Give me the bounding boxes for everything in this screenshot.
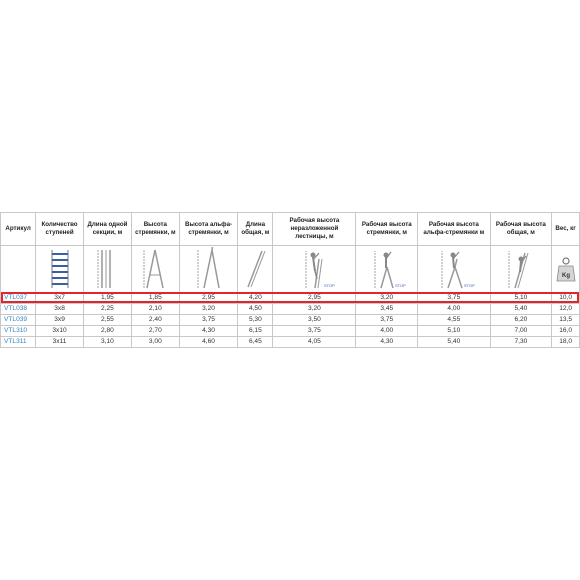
col-header-working-height-folded: Рабочая высота неразложенной лестницы, м [273, 213, 356, 246]
icon-cell-alpha [179, 246, 238, 293]
col-header-section-length: Длина одной секции, м [84, 213, 132, 246]
table-cell: 13,5 [552, 315, 580, 326]
table-cell: 5,30 [238, 315, 273, 326]
table-cell: 5,10 [490, 293, 552, 304]
ladder-total-length-icon [242, 247, 268, 291]
table-cell: 3,50 [273, 315, 356, 326]
table-cell: 2,70 [131, 326, 179, 337]
table-row [1, 337, 580, 348]
table-cell: 3x11 [36, 337, 84, 348]
table-cell: 4,55 [418, 315, 490, 326]
table-cell: 4,30 [179, 326, 238, 337]
table-cell: 1,85 [131, 293, 179, 304]
table-cell: 3,20 [179, 304, 238, 315]
ladder-section-icon [92, 247, 122, 291]
table-row [1, 304, 580, 315]
table-cell: 12,0 [552, 304, 580, 315]
col-header-working-height-stepladder: Рабочая высота стремянки, м [356, 213, 418, 246]
stepladder-icon [140, 247, 170, 291]
svg-text:Kg: Kg [561, 273, 570, 279]
table-cell: 3x9 [36, 315, 84, 326]
table-cell: 3x10 [36, 326, 84, 337]
col-header-alpha-height: Высота альфа-стремянки, м [179, 213, 238, 246]
svg-text:STOP: STOP [324, 283, 336, 288]
icon-cell-stepladder [131, 246, 179, 293]
article-link[interactable]: VTL037 [1, 293, 36, 304]
col-header-article: Артикул [1, 213, 36, 246]
table-cell: 5,40 [490, 304, 552, 315]
table-cell: 2,80 [84, 326, 132, 337]
table-cell: 2,40 [131, 315, 179, 326]
table-cell: 3,75 [273, 326, 356, 337]
icon-cell-working-alpha [418, 246, 490, 293]
table-cell: 3x8 [36, 304, 84, 315]
svg-text:STOP: STOP [394, 283, 406, 288]
table-cell: 3x7 [36, 293, 84, 304]
icon-cell-weight [552, 246, 580, 293]
table-cell: 2,10 [131, 304, 179, 315]
table-cell: 3,00 [131, 337, 179, 348]
table-cell: 6,15 [238, 326, 273, 337]
table-cell: 18,0 [552, 337, 580, 348]
col-header-stepladder-height: Высота стремянки, м [131, 213, 179, 246]
table-cell: 3,75 [356, 315, 418, 326]
person-on-ladder-icon [289, 247, 339, 291]
table-cell: 10,0 [552, 293, 580, 304]
table-cell: 3,75 [179, 315, 238, 326]
table-cell: 2,25 [84, 304, 132, 315]
table-cell: 6,20 [490, 315, 552, 326]
table-cell: 2,55 [84, 315, 132, 326]
icon-cell-total-length [238, 246, 273, 293]
person-on-stepladder-icon [365, 247, 409, 291]
table-body [1, 293, 580, 348]
col-header-weight: Вес, кг [552, 213, 580, 246]
ladder-spec-table-wrapper [0, 212, 580, 348]
article-link[interactable]: VTL310 [1, 326, 36, 337]
table-cell: 4,00 [356, 326, 418, 337]
table-cell: 4,05 [273, 337, 356, 348]
table-cell: 4,30 [356, 337, 418, 348]
person-on-alpha-stepladder-icon [430, 247, 478, 291]
col-header-steps: Количество ступеней [36, 213, 84, 246]
table-row [1, 326, 580, 337]
icon-cell-working-folded [273, 246, 356, 293]
table-cell: 4,60 [179, 337, 238, 348]
header-row [1, 213, 580, 246]
icon-cell-working-total [490, 246, 552, 293]
table-cell: 5,10 [418, 326, 490, 337]
table-cell: 3,20 [273, 304, 356, 315]
table-cell: 2,95 [273, 293, 356, 304]
table-cell: 1,95 [84, 293, 132, 304]
table-cell: 5,40 [418, 337, 490, 348]
table-cell: 4,00 [418, 304, 490, 315]
article-link[interactable]: VTL311 [1, 337, 36, 348]
table-row [1, 315, 580, 326]
table-cell: 4,20 [238, 293, 273, 304]
table-cell: 16,0 [552, 326, 580, 337]
table-cell: 4,50 [238, 304, 273, 315]
person-on-extended-ladder-icon [501, 247, 541, 291]
ladder-rungs-icon [45, 247, 75, 291]
table-cell: 6,45 [238, 337, 273, 348]
table-cell: 2,95 [179, 293, 238, 304]
icon-cell-working-stepladder [356, 246, 418, 293]
table-cell: 3,10 [84, 337, 132, 348]
svg-text:STOP: STOP [463, 283, 475, 288]
table-cell: 3,75 [418, 293, 490, 304]
alpha-stepladder-icon [192, 247, 226, 291]
article-link[interactable]: VTL038 [1, 304, 36, 315]
col-header-working-height-total: Рабочая высота общая, м [490, 213, 552, 246]
article-link[interactable]: VTL039 [1, 315, 36, 326]
col-header-working-height-alpha: Рабочая высота альфа-стремянки м [418, 213, 490, 246]
table-cell: 3,20 [356, 293, 418, 304]
icon-row [1, 246, 580, 293]
table-cell: 3,45 [356, 304, 418, 315]
ladder-spec-table [0, 212, 580, 348]
table-cell: 7,30 [490, 337, 552, 348]
table-cell: 7,00 [490, 326, 552, 337]
icon-cell-section [84, 246, 132, 293]
icon-cell-empty [1, 246, 36, 293]
icon-cell-steps [36, 246, 84, 293]
weight-icon [554, 247, 578, 291]
col-header-total-length: Длина общая, м [238, 213, 273, 246]
table-row [1, 293, 580, 304]
